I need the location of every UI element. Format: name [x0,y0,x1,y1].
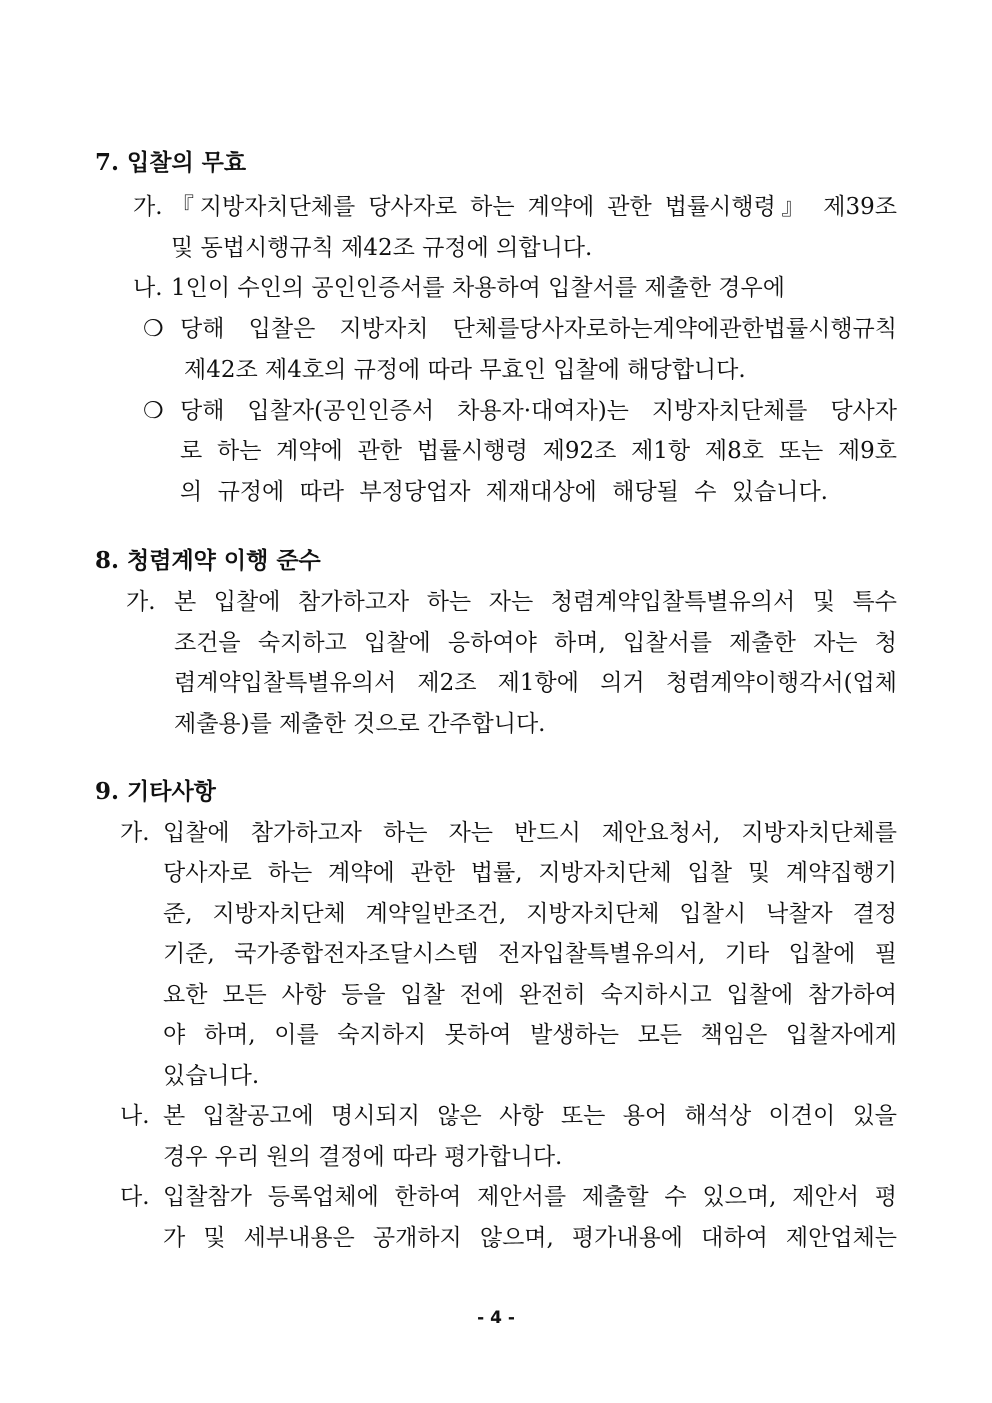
item-line: 『지방자치단체를 당사자로 하는 계약에 관한 법률시행령』 제39조 [171,194,897,220]
item-line: 입찰에 참가하고자 하는 자는 반드시 제안요청서, 지방자치단체를 [163,820,897,846]
list-item [133,273,897,303]
bullet-item [143,396,897,426]
bullet-line: 당해 입찰자(공인인증서 차용자·대여자)는 지방자치단체를 당사자 [180,398,897,424]
section-9-heading: 9. 기타사항 [95,778,216,805]
item-line: 경우 우리 원의 결정에 따라 평가합니다. [163,1144,563,1170]
section-8-heading: 8. 청렴계약 이행 준수 [95,547,321,574]
bullet-line: 당해 입찰은 지방자치 단체를당사자로하는계약에관한법률시행규칙 [180,316,897,342]
list-item [120,818,897,848]
item-line: 제출용)를 제출한 것으로 간주합니다. [174,711,546,737]
item-prefix: 다. [120,1184,150,1210]
item-prefix: 나. [120,1103,150,1129]
item-line: 1인이 수인의 공인인증서를 차용하여 입찰서를 제출한 경우에 [171,275,785,301]
item-prefix: 가. [120,820,150,846]
section-7-heading: 7. 입찰의 무효 [95,149,247,176]
item-line: 렴계약입찰특별유의서 제2조 제1항에 의거 청렴계약이행각서(업체 [174,670,897,696]
circle-bullet-icon: ❍ [143,316,164,342]
item-line: 있습니다. [163,1063,260,1089]
item-line: 당사자로 하는 계약에 관한 법률, 지방자치단체 입찰 및 계약집행기 [163,860,897,886]
page-number: - 4 - [477,1308,515,1328]
list-item [120,1182,897,1212]
list-item [126,587,897,617]
item-prefix: 가. [133,194,163,220]
item-line: 본 입찰공고에 명시되지 않은 사항 또는 용어 해석상 이견이 있을 [163,1103,897,1129]
item-prefix: 가. [126,589,156,615]
item-line: 준, 지방자치단체 계약일반조건, 지방자치단체 입찰시 낙찰자 결정 [163,901,897,927]
bullet-line: 로 하는 계약에 관한 법률시행령 제92조 제1항 제8호 또는 제9호 [180,438,897,464]
item-line: 본 입찰에 참가하고자 하는 자는 청렴계약입찰특별유의서 및 특수 [174,589,897,615]
list-item [120,1101,897,1131]
item-line: 가 및 세부내용은 공개하지 않으며, 평가내용에 대하여 제안업체는 [163,1225,897,1251]
item-prefix: 나. [133,275,163,301]
list-item [133,192,897,222]
item-line: 요한 모든 사항 등을 입찰 전에 완전히 숙지하시고 입찰에 참가하여 [163,982,897,1008]
item-line: 야 하며, 이를 숙지하지 못하여 발생하는 모든 책임은 입찰자에게 [163,1022,897,1048]
circle-bullet-icon: ❍ [143,398,164,424]
bullet-line: 의 규정에 따라 부정당업자 제재대상에 해당될 수 있습니다. [180,479,828,505]
item-line: 조건을 숙지하고 입찰에 응하여야 하며, 입찰서를 제출한 자는 청 [174,630,897,656]
bullet-item [143,314,897,344]
item-line: 기준, 국가종합전자조달시스템 전자입찰특별유의서, 기타 입찰에 필 [163,941,897,967]
item-line: 및 동법시행규칙 제42조 규정에 의합니다. [171,235,593,261]
item-line: 입찰참가 등록업체에 한하여 제안서를 제출할 수 있으며, 제안서 평 [163,1184,897,1210]
bullet-line: 제42조 제4호의 규정에 따라 무효인 입찰에 해당합니다. [184,357,746,383]
